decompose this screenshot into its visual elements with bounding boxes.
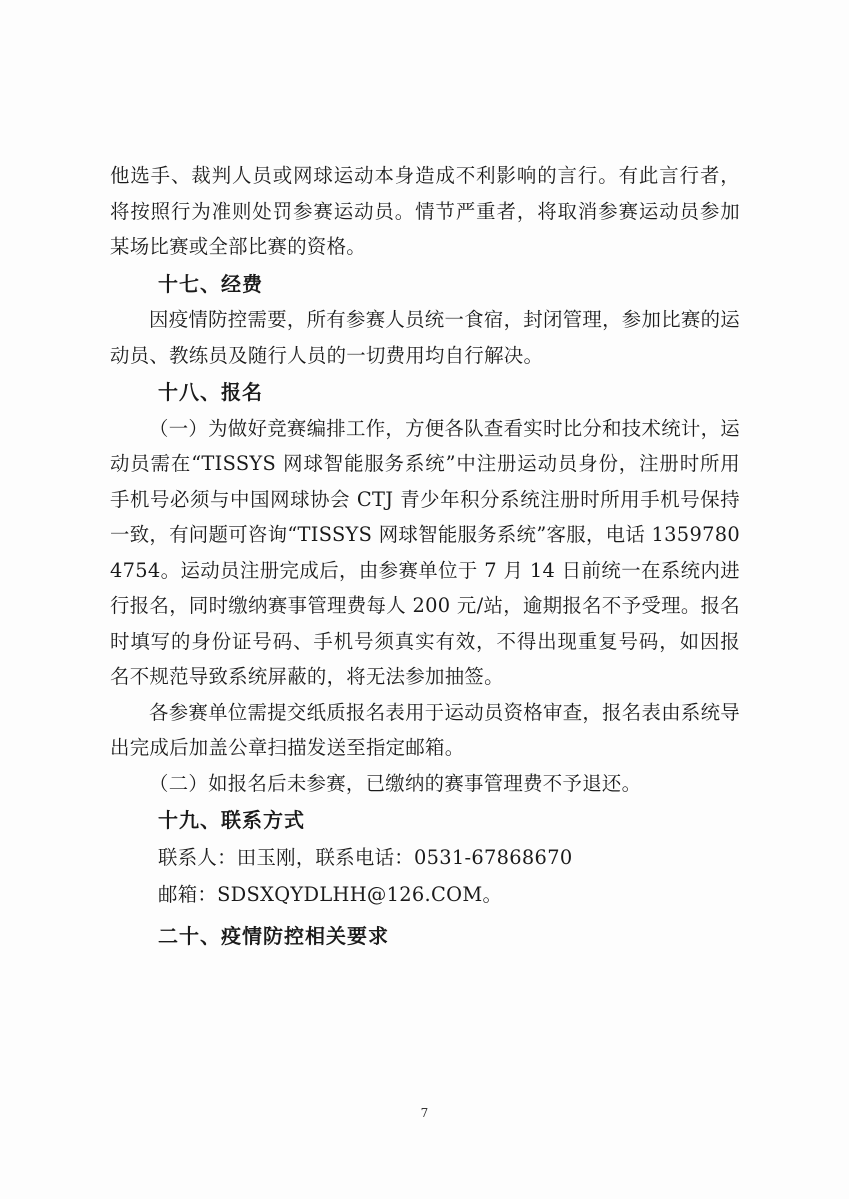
section-19-heading: 十九、联系方式: [158, 808, 305, 832]
contact-person: 联系人：田玉刚，联系电话：0531-67868670: [158, 845, 573, 869]
section-20-heading: 二十、疫情防控相关要求: [158, 923, 389, 948]
section-18-item-1: （一）为做好竞赛编排工作，方便各队查看实时比分和技术统计，运动员需在“TISSYS 网球智能服务系统”中注册运动员身份，注册时所用手机号必须与中国网球协会 CTJ 青少年积分系统注册时所用手机号保持一致，有问题可咨询“TISSYS 网球智能服务系统”客服，电话 13597804754。运动员注册完成后，由参赛单位于 7 月 14 日前统一在系统内进行报名，同时缴纳赛事管理费每人 200 元/站，逾期报名不予受理。报名时填写的身份证号码、手机号须真实有效，不得出现重复号码，如因报名不规范导致系统屏蔽的，将无法参加抽签。: [110, 416, 740, 688]
section-17-heading: 十七、经费: [158, 271, 263, 296]
section-17-body: 因疫情防控需要，所有参赛人员统一食宿，封闭管理，参加比赛的运动员、教练员及随行人员的一切费用均自行解决。: [110, 308, 740, 367]
continued-paragraph: 他选手、裁判人员或网球运动本身造成不利影响的言行。有此言行者，将按照行为准则处罚参赛运动员。情节严重者，将取消参赛运动员参加某场比赛或全部比赛的资格。: [110, 164, 740, 258]
page-number: 7: [420, 1106, 429, 1120]
contact-email: 邮箱：SDSXQYDLHH@126.COM。: [158, 882, 503, 906]
section-18-heading: 十八、报名: [158, 380, 263, 404]
section-18-item-2: （二）如报名后未参赛，已缴纳的赛事管理费不予退还。: [149, 771, 642, 795]
document-body: [110, 158, 740, 954]
section-18-item-1-note: 各参赛单位需提交纸质报名表用于运动员资格审查，报名表由系统导出完成后加盖公章扫描发送至指定邮箱。: [110, 700, 740, 759]
